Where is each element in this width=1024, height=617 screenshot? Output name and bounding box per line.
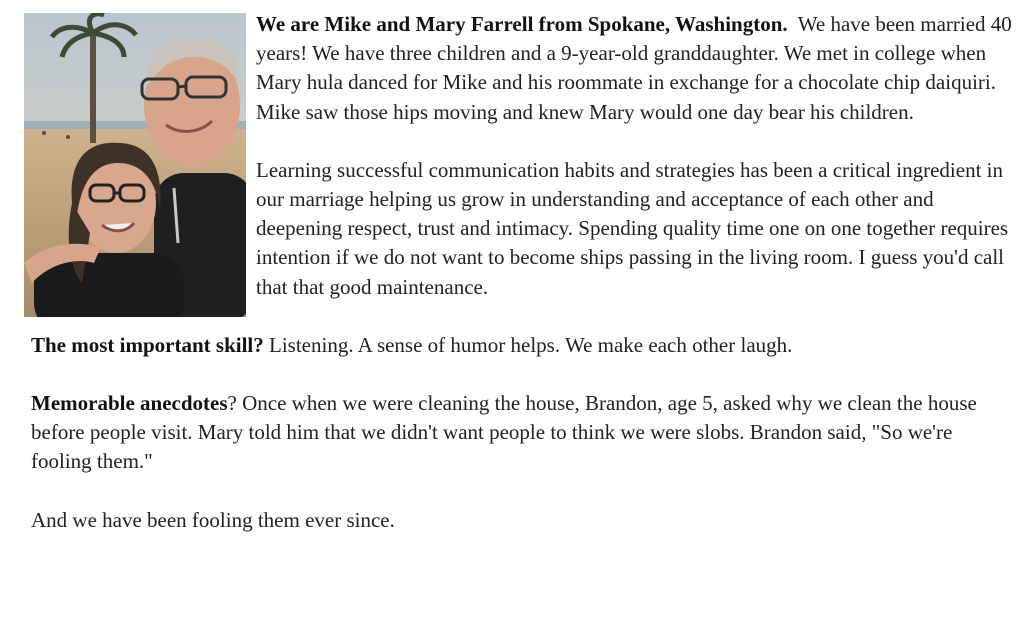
closing-text: And we have been fooling them ever since.: [31, 507, 395, 532]
couple-photo: [24, 13, 246, 317]
skill-label: The most important skill?: [31, 332, 264, 357]
intro-heading: We are Mike and Mary Farrell from Spokane, Washington.: [256, 12, 788, 36]
skill-text: Listening. A sense of humor helps. We make each other laugh.: [269, 332, 793, 357]
article: [31, 10, 1016, 535]
communication-text: Learning successful communication habits and strategies has been a critical ingredient in our marriage helping us grow in understanding and acceptance of each other and deepening respect, trust and intimacy. Spending quality time one on one together requires intention if we do not want to become ships passing in the living room. I guess you'd call that that good maintenance.: [256, 157, 1009, 299]
skill-paragraph: [31, 331, 1016, 360]
anecdotes-paragraph: [31, 389, 1016, 477]
closing-paragraph: [31, 506, 1016, 535]
anecdotes-text: ? Once when we were cleaning the house, Brandon, age 5, asked why we clean the house before people visit. Mary told him that we didn't want people to think we were slobs. Brandon said, "So we're fooling them.": [31, 391, 977, 474]
anecdotes-label: Memorable anecdotes: [31, 391, 228, 416]
intro-text: We have been married 40 years! We have three children and a 9-year-old granddaughter. We met in college when Mary hula danced for Mike and his roommate in exchange for a chocolate chip daiquiri. Mike saw those hips moving and knew Mary would one day bear his children.: [256, 12, 1012, 124]
